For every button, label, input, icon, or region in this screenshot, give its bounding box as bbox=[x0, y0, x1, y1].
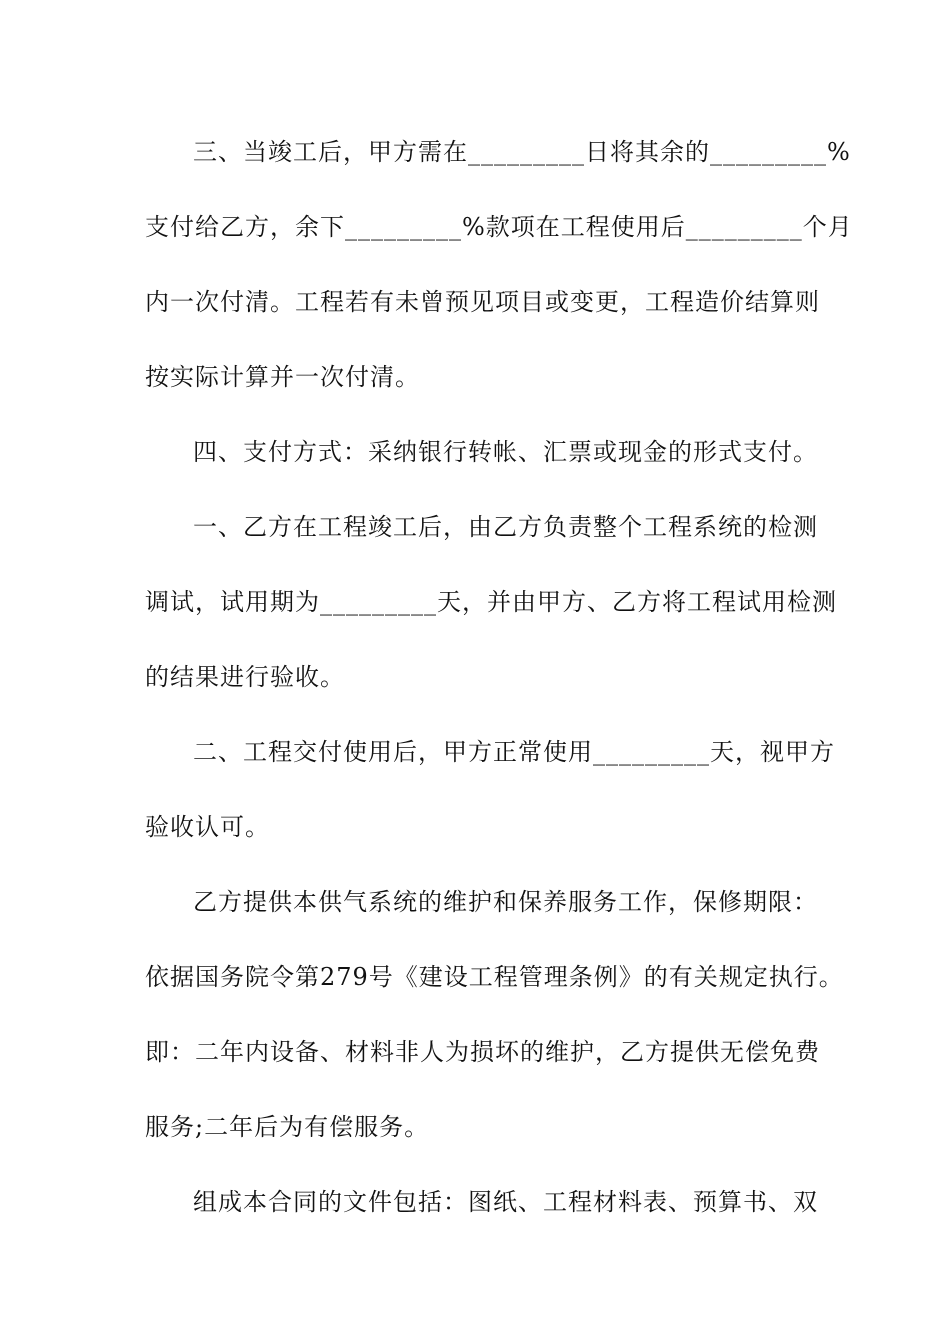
paragraph-warranty-line-1: 乙方提供本供气系统的维护和保养服务工作，保修期限： bbox=[193, 888, 818, 916]
paragraph-acceptance-1-line-2: 调试，试用期为_________天，并由甲方、乙方将工程试用检测 bbox=[145, 588, 837, 616]
paragraph-4-line-1: 四、支付方式：采纳银行转帐、汇票或现金的形式支付。 bbox=[193, 438, 818, 466]
paragraph-3-line-1: 三、当竣工后，甲方需在_________日将其余的_________% bbox=[193, 138, 851, 166]
paragraph-3-line-2: 支付给乙方，余下_________%款项在工程使用后_________个月 bbox=[145, 213, 853, 241]
paragraph-acceptance-1-line-1: 一、乙方在工程竣工后，由乙方负责整个工程系统的检测 bbox=[193, 513, 818, 541]
paragraph-3-line-3: 内一次付清。工程若有未曾预见项目或变更，工程造价结算则 bbox=[145, 288, 820, 316]
paragraph-3-line-4: 按实际计算并一次付清。 bbox=[145, 363, 420, 391]
paragraph-warranty-line-3: 即：二年内设备、材料非人为损坏的维护，乙方提供无偿免费 bbox=[145, 1038, 820, 1066]
paragraph-warranty-line-2: 依据国务院令第279号《建设工程管理条例》的有关规定执行。 bbox=[145, 963, 844, 991]
paragraph-acceptance-1-line-3: 的结果进行验收。 bbox=[145, 663, 345, 691]
paragraph-warranty-line-4: 服务;二年后为有偿服务。 bbox=[145, 1113, 430, 1141]
paragraph-acceptance-2-line-2: 验收认可。 bbox=[145, 813, 270, 841]
paragraph-contract-documents-line-1: 组成本合同的文件包括：图纸、工程材料表、预算书、双 bbox=[193, 1188, 818, 1216]
paragraph-acceptance-2-line-1: 二、工程交付使用后，甲方正常使用_________天，视甲方 bbox=[193, 738, 835, 766]
